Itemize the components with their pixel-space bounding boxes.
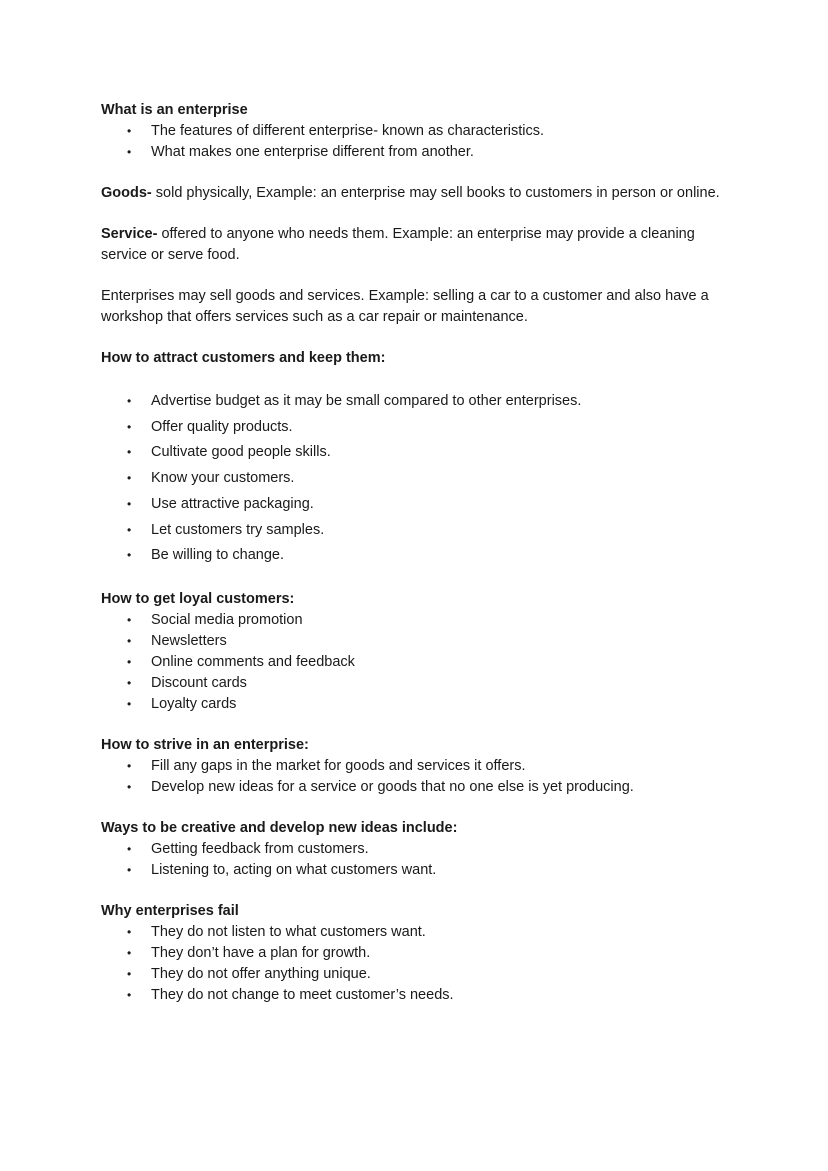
paragraph-goods-and-services: Enterprises may sell goods and services. Example: selling a car to a customer and also have a workshop that offers services such as a car repair or maintenance. (101, 288, 709, 325)
list-item: • Newsletters (101, 631, 741, 652)
list-item: • Getting feedback from customers. (101, 839, 741, 860)
bullet-icon: • (127, 522, 132, 537)
list-item: • Develop new ideas for a service or goods that no one else is yet producing. (101, 777, 741, 798)
document-page (101, 100, 741, 1006)
goods-label: Goods- (101, 185, 152, 201)
bullet-icon: • (127, 675, 132, 690)
service-text: offered to anyone who needs them. Example: an enterprise may provide a cleaning service or serve food. (101, 226, 695, 263)
heading-what-is-enterprise: What is an enterprise (101, 102, 248, 118)
heading-loyal-customers: How to get loyal customers: (101, 590, 295, 607)
bullet-icon: • (127, 758, 132, 773)
bullet-icon: • (127, 394, 132, 408)
paragraph-goods (101, 183, 741, 204)
list-creative-ideas (101, 839, 741, 881)
heading-attract-customers: How to attract customers and keep them: (101, 350, 386, 366)
list-item: • Discount cards (101, 673, 741, 694)
bullet-icon: • (127, 966, 132, 981)
bullet-icon: • (127, 633, 132, 648)
list-why-fail (101, 922, 741, 1006)
heading-why-fail: Why enterprises fail (101, 902, 239, 919)
list-item: • They do not listen to what customers want. (101, 922, 741, 943)
list-item: • Use attractive packaging. (101, 492, 741, 518)
list-item: • They do not change to meet customer’s needs. (101, 985, 741, 1006)
bullet-icon: • (127, 862, 132, 877)
bullet-icon: • (127, 924, 132, 939)
paragraph-service (101, 224, 741, 266)
bullet-icon: • (127, 419, 132, 434)
list-item: • Offer quality products. (101, 415, 741, 441)
list-item: • Let customers try samples. (101, 518, 741, 544)
list-item: • What makes one enterprise different from another. (101, 142, 741, 163)
bullet-icon: • (127, 779, 132, 794)
bullet-icon: • (127, 471, 132, 486)
bullet-icon: • (127, 945, 132, 960)
bullet-icon: • (127, 696, 132, 711)
bullet-icon: • (127, 841, 132, 856)
heading-strive-enterprise: How to strive in an enterprise: (101, 736, 309, 753)
list-attract-customers (101, 389, 741, 569)
bullet-icon: • (127, 445, 132, 460)
list-item: • Know your customers. (101, 466, 741, 492)
list-strive-enterprise (101, 756, 741, 798)
list-item: • Social media promotion (101, 610, 741, 631)
bullet-icon: • (127, 987, 132, 1002)
list-item: • Be willing to change. (101, 543, 741, 569)
list-item: • Fill any gaps in the market for goods and services it offers. (101, 756, 741, 777)
bullet-icon: • (127, 145, 132, 159)
service-label: Service- (101, 226, 158, 242)
goods-text: sold physically, Example: an enterprise may sell books to customers in person or online. (151, 185, 720, 201)
list-item: • They don’t have a plan for growth. (101, 943, 741, 964)
list-item: • Cultivate good people skills. (101, 440, 741, 466)
list-item: • Advertise budget as it may be small compared to other enterprises. (101, 389, 741, 415)
list-item: • Online comments and feedback (101, 652, 741, 673)
list-item: • Loyalty cards (101, 694, 741, 715)
list-loyal-customers (101, 610, 741, 715)
bullet-icon: • (127, 496, 132, 511)
bullet-icon: • (127, 548, 132, 563)
bullet-icon: • (127, 654, 132, 669)
list-item: • Listening to, acting on what customers want. (101, 860, 741, 881)
list-item: • The features of different enterprise- known as characteristics. (101, 121, 741, 142)
heading-creative-ideas: Ways to be creative and develop new ideas include: (101, 819, 458, 836)
list-item: • They do not offer anything unique. (101, 964, 741, 985)
bullet-icon: • (127, 612, 132, 627)
list-what-is-enterprise (101, 121, 741, 163)
bullet-icon: • (127, 124, 132, 138)
